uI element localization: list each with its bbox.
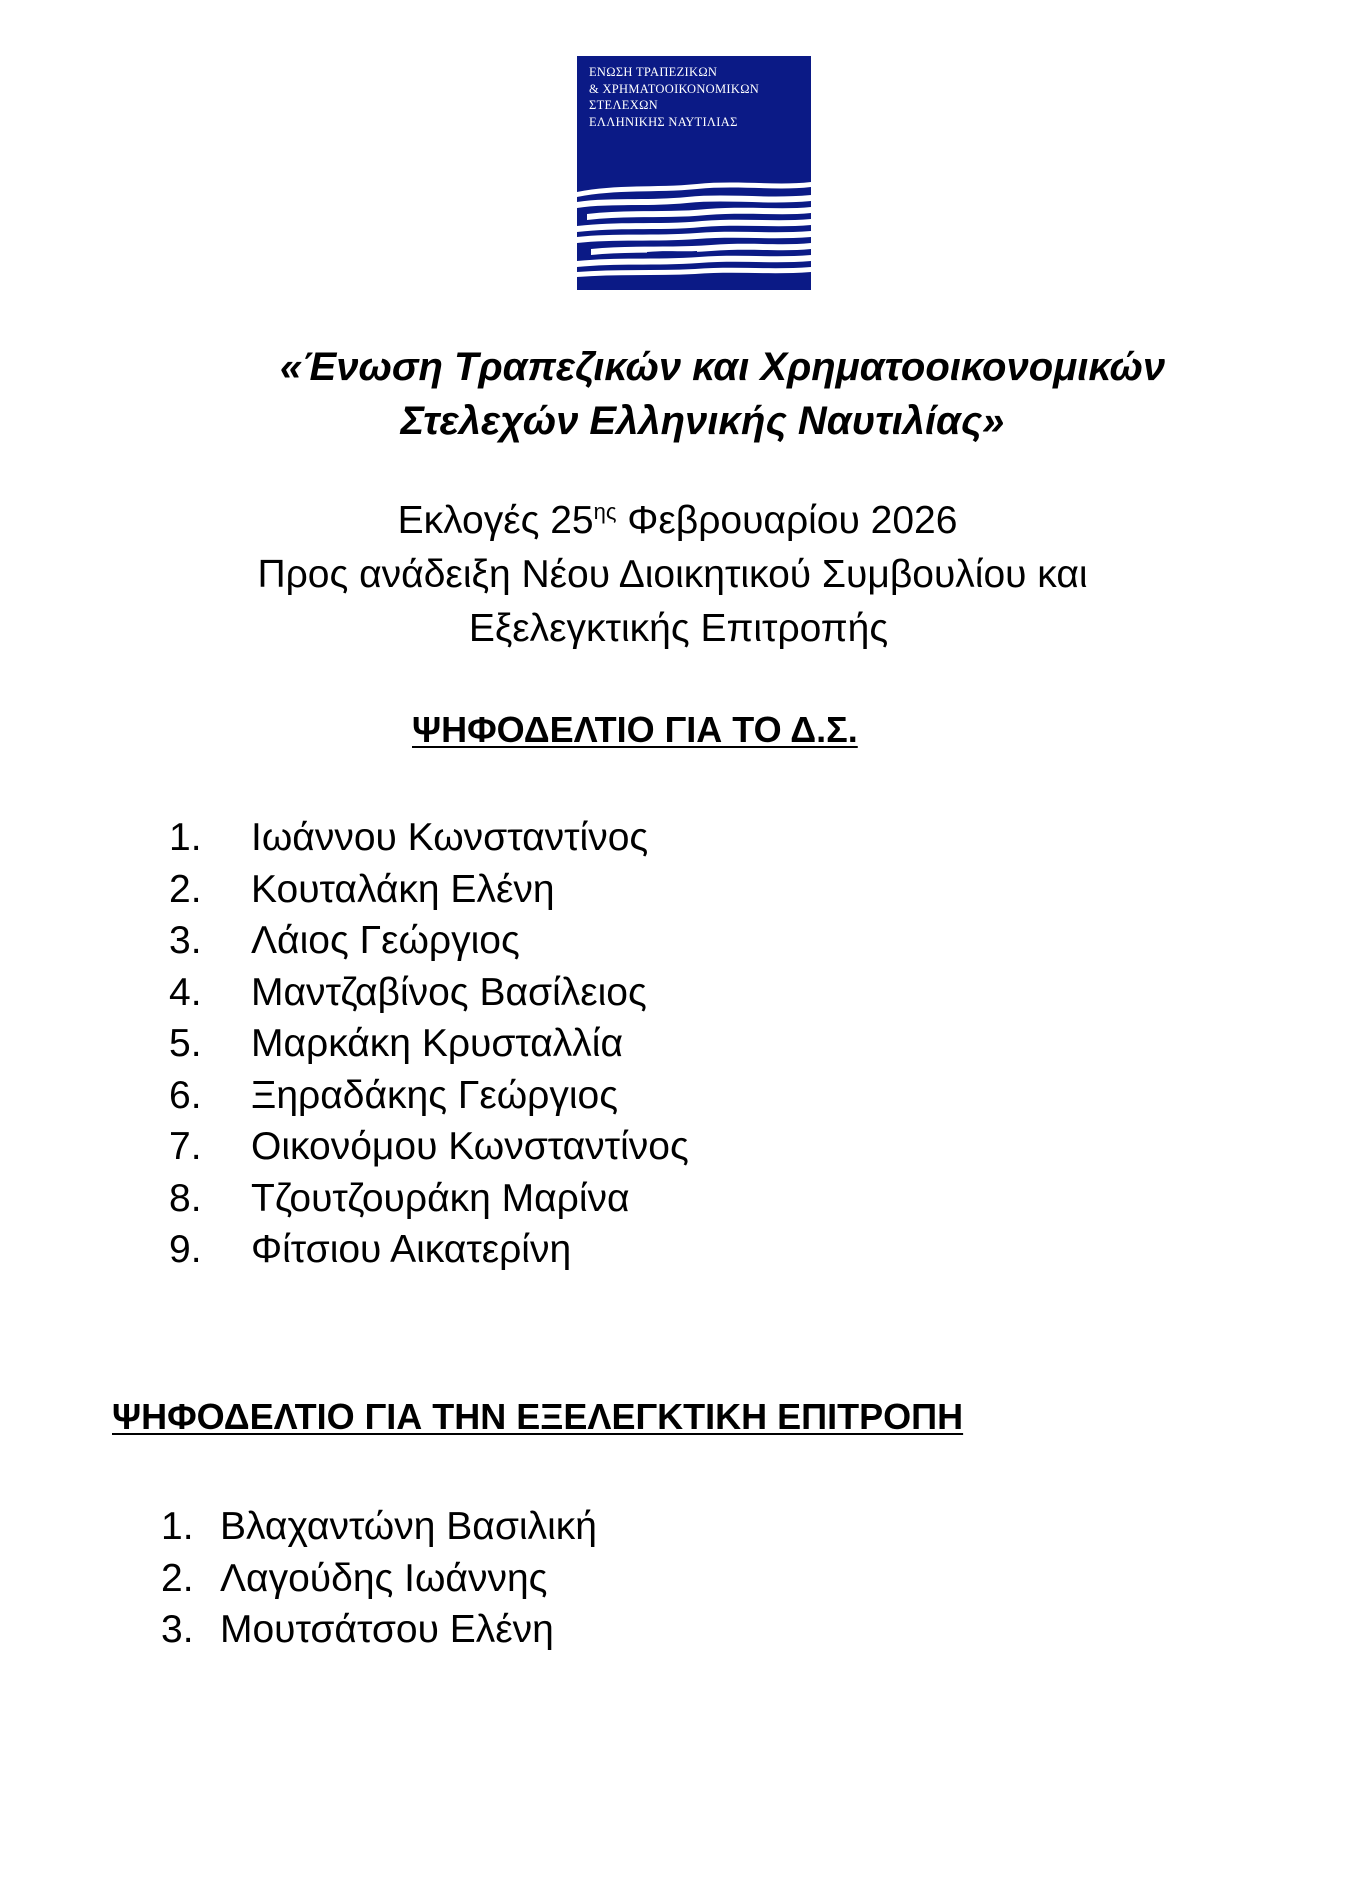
list-item [169, 812, 689, 864]
candidate-number: 9. [169, 1228, 202, 1271]
candidate-number: 3. [161, 1608, 194, 1651]
candidate-name: Οικονόμου Κωνσταντίνος [251, 1125, 689, 1168]
election-purpose-line-2: Εξελεγκτικής Επιτροπής [468, 607, 889, 650]
candidate-number: 8. [169, 1176, 202, 1220]
candidate-number: 1. [161, 1505, 194, 1548]
list-item [169, 915, 689, 967]
candidate-number: 6. [169, 1073, 202, 1117]
candidate-number: 4. [169, 970, 202, 1014]
candidate-name: Τζουτζουράκη Μαρίνα [251, 1176, 630, 1220]
list-item [161, 1501, 597, 1553]
candidate-name: Ξηραδάκης Γεώργιος [251, 1073, 618, 1117]
organization-logo [577, 56, 811, 290]
candidate-name: Φίτσιου Αικατερίνη [251, 1228, 572, 1271]
election-date [0, 494, 1345, 548]
candidate-number: 7. [169, 1125, 202, 1168]
list-item [169, 1121, 689, 1173]
candidate-number: 2. [169, 867, 202, 911]
organization-title [0, 340, 1345, 448]
candidate-name: Βλαχαντώνη Βασιλική [220, 1505, 597, 1548]
board-candidate-list [169, 812, 689, 1276]
list-item [161, 1604, 597, 1656]
candidate-name: Ιωάννου Κωνσταντίνος [251, 816, 649, 859]
candidate-name: Κουταλάκη Ελένη [251, 867, 555, 911]
list-item [169, 1173, 689, 1225]
candidate-name: Λαγούδης Ιωάννης [220, 1556, 548, 1600]
list-item [169, 967, 689, 1019]
list-item [161, 1553, 597, 1605]
list-item [169, 864, 689, 916]
election-info [0, 494, 1345, 656]
logo-line-3: ΣΤΕΛΕΧΩΝ [589, 98, 658, 112]
list-item [169, 1018, 689, 1070]
election-date-suffix: Φεβρουαρίου 2026 [616, 499, 958, 542]
logo-waves-graphic [577, 56, 811, 290]
logo-line-1: ΕΝΩΣΗ ΤΡΑΠΕΖΙΚΩΝ [589, 65, 718, 79]
candidate-number: 1. [169, 816, 202, 859]
list-item [169, 1224, 689, 1276]
election-purpose-line-1: Προς ανάδειξη Νέου Διοικητικού Συμβουλίου και [257, 553, 1088, 596]
candidate-number: 2. [161, 1556, 194, 1600]
audit-candidate-list [161, 1501, 597, 1656]
election-date-ordinal: ης [593, 499, 617, 524]
candidate-name: Μουτσάτσου Ελένη [220, 1608, 554, 1651]
candidate-name: Μαντζαβίνος Βασίλειος [251, 970, 647, 1014]
logo-line-2: & ΧΡΗΜΑΤΟΟΙΚΟΝΟΜΙΚΩΝ [589, 81, 760, 96]
organization-title-line-1: «Ένωση Τραπεζικών και Χρηματοοικονομικών [279, 345, 1166, 389]
candidate-name: Λάιος Γεώργιος [251, 919, 520, 962]
candidate-number: 3. [169, 919, 202, 962]
list-item [169, 1070, 689, 1122]
audit-ballot-heading: ΨΗΦΟΔΕΛΤΙΟ ΓΙΑ ΤΗΝ ΕΞΕΛΕΓΚΤΙΚΗ ΕΠΙΤΡΟΠΗ [112, 1396, 964, 1437]
board-ballot-heading: ΨΗΦΟΔΕΛΤΙΟ ΓΙΑ ΤΟ Δ.Σ. [412, 709, 858, 750]
candidate-name: Μαρκάκη Κρυσταλλία [251, 1022, 624, 1065]
candidate-number: 5. [169, 1022, 202, 1065]
logo-line-4: ΕΛΛΗΝΙΚΗΣ ΝΑΥΤΙΛΙΑΣ [589, 114, 738, 129]
election-date-prefix: Εκλογές 25 [397, 499, 594, 542]
organization-title-line-2: Στελεχών Ελληνικής Ναυτιλίας» [400, 399, 1005, 443]
